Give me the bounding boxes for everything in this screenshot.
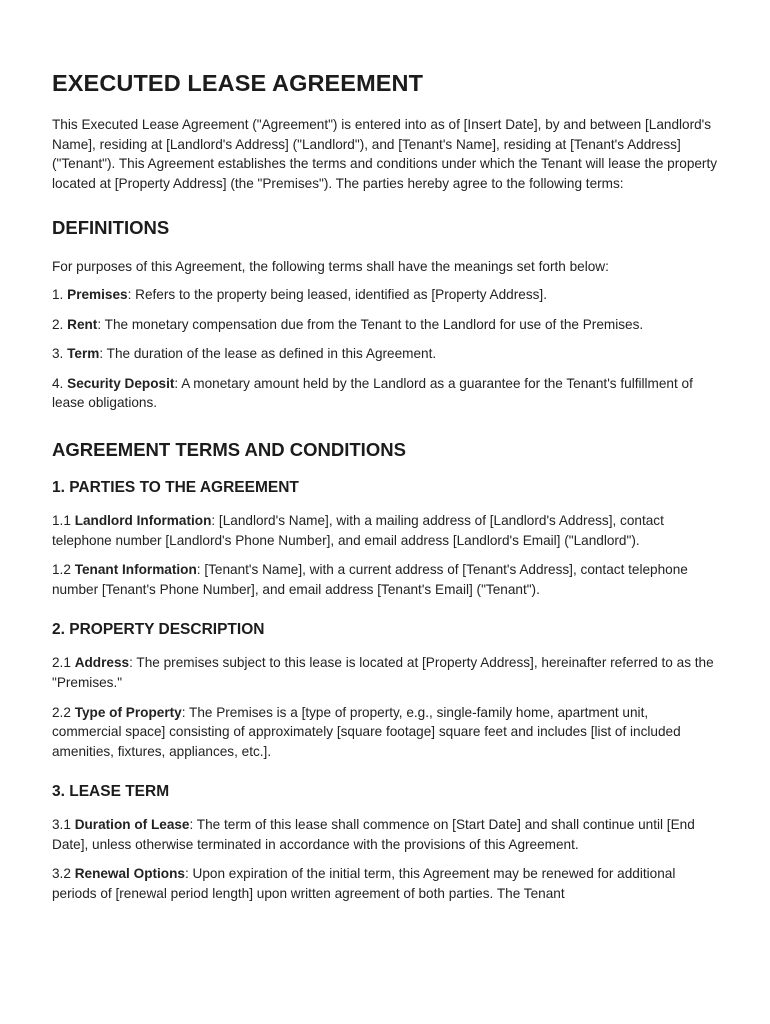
item-number: 1. xyxy=(52,286,68,302)
clause xyxy=(52,703,718,762)
clause-number: 1.1 xyxy=(52,512,75,528)
definition-item xyxy=(52,285,718,305)
item-term: Term xyxy=(67,346,100,362)
clause-text: : The Premises is a [type of property, e.g., single-family home, apartment unit, commercial space] consisting of approximately [square footage] square feet and includes [list of included amenities, fixtures, appliances, etc.]. xyxy=(52,704,681,759)
clause-term: Tenant Information xyxy=(74,562,197,578)
clause xyxy=(52,864,718,903)
item-number: 3. xyxy=(52,346,68,362)
definition-item xyxy=(52,315,718,335)
definition-item xyxy=(52,374,718,413)
item-text: : The monetary compensation due from the Tenant to the Landlord for use of the Premises. xyxy=(97,316,644,332)
clause-term: Landlord Information xyxy=(74,512,212,528)
clause xyxy=(52,560,718,599)
definitions-heading: DEFINITIONS xyxy=(52,217,170,239)
section-heading: 2. PROPERTY DESCRIPTION xyxy=(52,621,265,639)
clause-number: 1.2 xyxy=(52,562,75,578)
item-number: 2. xyxy=(52,316,68,332)
clause-number: 3.2 xyxy=(52,866,75,882)
item-text: : A monetary amount held by the Landlord as a guarantee for the Tenant's fulfillment of lease obligations. xyxy=(52,375,693,411)
clause-term: Renewal Options xyxy=(74,866,185,882)
clause xyxy=(52,653,718,692)
item-text: : Refers to the property being leased, identified as [Property Address]. xyxy=(127,286,547,302)
section-heading: 3. LEASE TERM xyxy=(52,783,170,801)
clause-text: : Upon expiration of the initial term, this Agreement may be renewed for additional periods of [renewal period length] upon written agreement of both parties. The Tenant xyxy=(52,866,676,902)
clause-text: : The premises subject to this lease is located at [Property Address], hereinafter referred to as the "Premises." xyxy=(52,655,714,690)
definition-item xyxy=(52,344,718,364)
clause-term: Duration of Lease xyxy=(74,817,190,833)
section-heading: 1. PARTIES TO THE AGREEMENT xyxy=(52,478,299,496)
terms-heading: AGREEMENT TERMS AND CONDITIONS xyxy=(52,438,406,460)
definitions-lead: For purposes of this Agreement, the following terms shall have the meanings set forth below: xyxy=(52,259,609,275)
clause-text: : The term of this lease shall commence on [Start Date] and shall continue until [End Date], unless otherwise terminated in accordance with the provisions of this Agreement. xyxy=(52,817,695,852)
clause xyxy=(52,815,718,854)
document-title: EXECUTED LEASE AGREEMENT xyxy=(52,70,424,96)
item-term: Premises xyxy=(67,286,128,302)
clause xyxy=(52,511,718,550)
item-term: Rent xyxy=(67,316,98,332)
clause-term: Type of Property xyxy=(74,704,182,720)
item-number: 4. xyxy=(52,375,68,391)
clause-term: Address xyxy=(74,655,130,671)
clause-text: : [Tenant's Name], with a current address of [Tenant's Address], contact telephone number [Tenant's Phone Number], and email address [Tenant's Email] ("Tenant"). xyxy=(52,562,688,597)
clause-text: : [Landlord's Name], with a mailing address of [Landlord's Address], contact telephone number [Landlord's Phone Number], and email address [Landlord's Email] ("Landlord"). xyxy=(52,512,664,548)
item-text: : The duration of the lease as defined in this Agreement. xyxy=(99,346,437,362)
intro-paragraph: This Executed Lease Agreement ("Agreement") is entered into as of [Insert Date], by and between [Landlord's Name], residing at [Landlord's Address] ("Landlord"), and [Tenant's Name], residing at [Tenant's Address] ("Tenant"). This Agreement establishes the terms and conditions under which the Tenant will lease the property located at [Property Address] (the "Premises"). The parties hereby agree to the following terms: xyxy=(52,117,718,191)
clause-number: 2.2 xyxy=(52,704,75,720)
clause-number: 3.1 xyxy=(52,817,75,833)
clause-number: 2.1 xyxy=(52,655,75,671)
item-term: Security Deposit xyxy=(67,375,175,391)
